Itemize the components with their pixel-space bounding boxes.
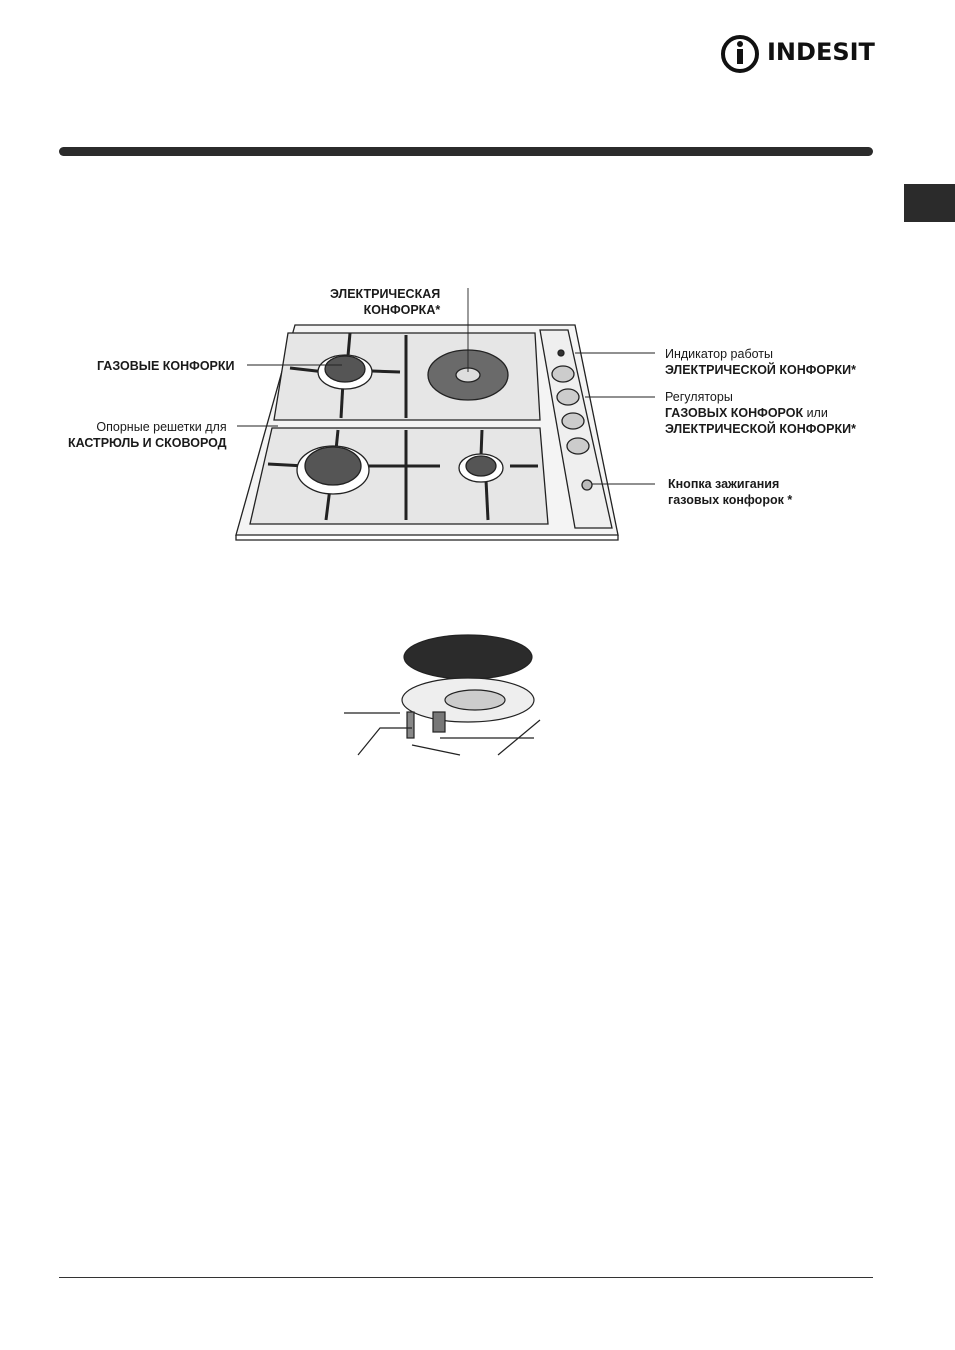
gas-burner-large xyxy=(305,447,361,485)
gas-burner-aux xyxy=(466,456,496,476)
burner-detail xyxy=(344,635,540,755)
knob-2 xyxy=(557,389,579,405)
footer-rule xyxy=(59,1277,873,1278)
label-electric-burner: ЭЛЕКТРИЧЕСКАЯ КОНФОРКА* xyxy=(330,287,441,317)
ignition-button xyxy=(582,480,592,490)
knob-3 xyxy=(562,413,584,429)
label-regulators: Регуляторы ГАЗОВЫХ КОНФОРОК или ЭЛЕКТРИЧЕСКОЙ КОНФОРКИ* xyxy=(665,390,856,436)
label-grids: Опорные решетки для КАСТРЮЛЬ И СКОВОРОД xyxy=(68,420,227,450)
label-ignition: Кнопка зажигания газовых конфорок * xyxy=(668,477,793,507)
knob-4 xyxy=(567,438,589,454)
indicator-light xyxy=(558,350,564,356)
label-gas-burners: ГАЗОВЫЕ КОНФОРКИ xyxy=(97,359,235,373)
knob-1 xyxy=(552,366,574,382)
label-indicator: Индикатор работы ЭЛЕКТРИЧЕСКОЙ КОНФОРКИ* xyxy=(665,347,856,377)
lower-zone xyxy=(250,428,548,524)
logo-wordmark: INDESIT xyxy=(767,38,875,66)
gas-burner-small xyxy=(325,356,365,382)
